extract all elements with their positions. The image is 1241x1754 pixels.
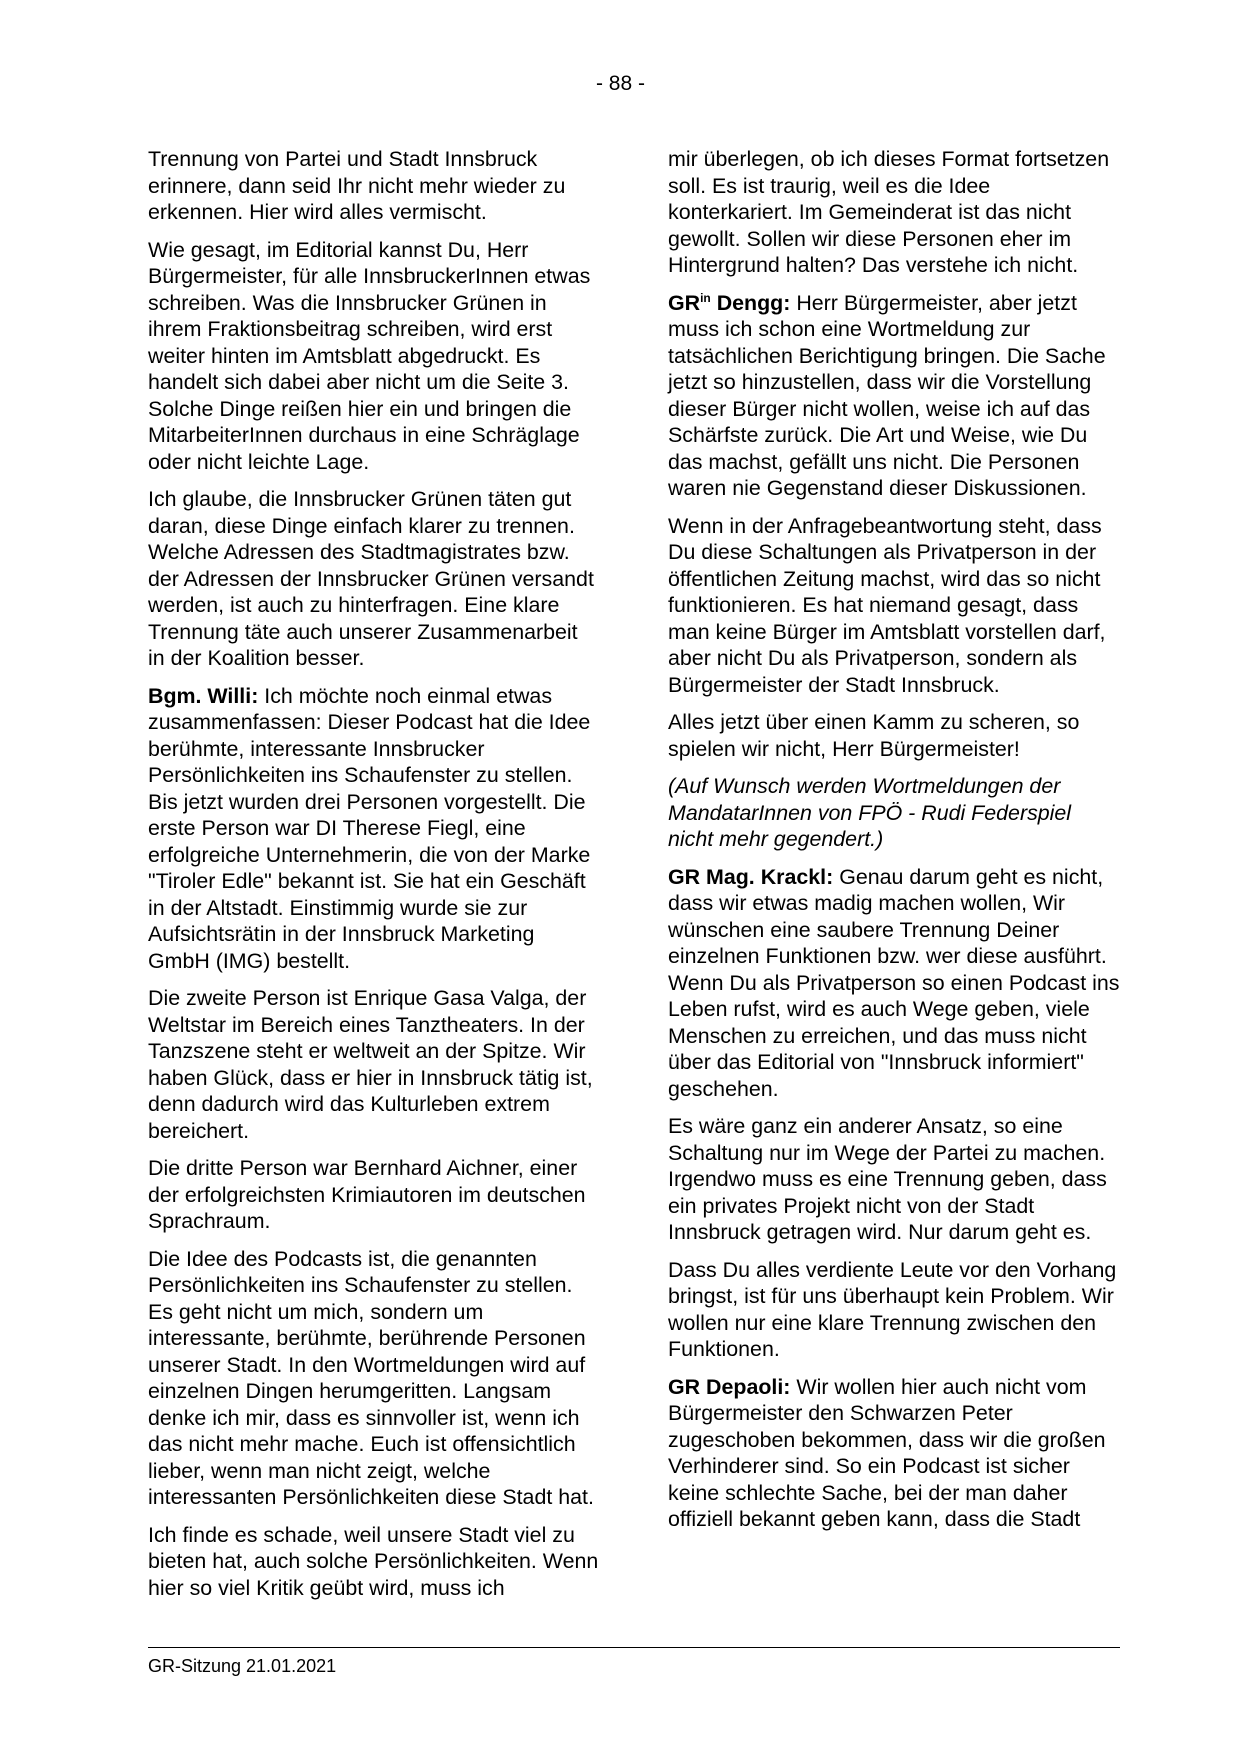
paragraph bbox=[668, 290, 1120, 502]
speech-text: Herr Bürgermeister, aber jetzt muss ich schon eine Wortmeldung zur tatsächlichen Berichtigung bringen. Die Sache jetzt so hinzustellen, dass wir die Vorstellung dieser Bürger nicht wollen, weise ich auf das Schärfste zurück. Die Art und Weise, wie Du das machst, gefällt uns nicht. Die Personen waren nie Gegenstand dieser Diskussionen. bbox=[668, 290, 1106, 500]
paragraph: Dass Du alles verdiente Leute vor den Vorhang bringst, ist für uns überhaupt kein Problem. Wir wollen nur eine klare Trennung zwischen den Funktionen. bbox=[668, 1257, 1117, 1361]
paragraph bbox=[148, 683, 600, 975]
footer-session-date: GR-Sitzung 21.01.2021 bbox=[148, 1656, 337, 1676]
speaker-name: GR Mag. Krackl: bbox=[668, 864, 834, 889]
paragraph bbox=[668, 1374, 1120, 1533]
paragraph: Die Idee des Podcasts ist, die genannten Persönlichkeiten ins Schaufenster zu stellen. Es geht nicht um mich, sondern um interessante, berühmte, berührende Personen unserer Stadt. In den Wortmeldungen wird auf einzelnen Dingen herumgeritten. Langsam denke ich mir, dass es sinnvoller ist, wenn ich das nicht mehr mache. Euch ist offensichtlich lieber, wenn man nicht zeigt, welche interessanten Persönlichkeiten diese Stadt hat. bbox=[148, 1246, 594, 1509]
paragraph: Wenn in der Anfragebeantwortung steht, dass Du diese Schaltungen als Privatperson in der öffentlichen Zeitung machst, wird das so nicht funktionieren. Es hat niemand gesagt, dass man keine Bürger im Amtsblatt vorstellen darf, aber nicht Du als Privatperson, sondern als Bürgermeister der Stadt Innsbruck. bbox=[668, 513, 1106, 697]
speaker-title: GR bbox=[668, 290, 701, 315]
paragraph: Ich finde es schade, weil unsere Stadt viel zu bieten hat, auch solche Persönlichkeiten. Wenn hier so viel Kritik geübt wird, muss ich bbox=[148, 1522, 599, 1600]
paragraph: Trennung von Partei und Stadt Innsbruck erinnere, dann seid Ihr nicht mehr wieder zu erkennen. Hier wird alles vermischt. bbox=[148, 147, 566, 224]
speaker-surname: Dengg: bbox=[710, 290, 791, 315]
right-column bbox=[668, 146, 1120, 1544]
paragraph: mir überlegen, ob ich dieses Format fortsetzen soll. Es ist traurig, weil es die Idee konterkariert. Im Gemeinderat ist das nicht gewollt. Sollen wir diese Personen eher im Hintergrund halten? Das verstehe ich nicht. bbox=[668, 147, 1110, 277]
speaker-name: GR Depaoli: bbox=[668, 1374, 791, 1399]
paragraph: Die zweite Person ist Enrique Gasa Valga, der Weltstar im Bereich eines Tanztheaters. In der Tanzszene steht er weltweit an der Spitze. Wir haben Glück, dass er hier in Innsbruck tätig ist, denn dadurch wird das Kulturleben extrem bereichert. bbox=[148, 986, 593, 1143]
paragraph: Alles jetzt über einen Kamm zu scheren, so spielen wir nicht, Herr Bürgermeister! bbox=[668, 710, 1080, 761]
left-column bbox=[148, 146, 600, 1612]
paragraph: Es wäre ganz ein anderer Ansatz, so eine Schaltung nur im Wege der Partei zu machen. Irgendwo muss es eine Trennung geben, dass ein privates Projekt nicht von der Stadt Innsbruck getragen wird. Nur darum geht es. bbox=[668, 1114, 1107, 1244]
speech-text: Genau darum geht es nicht, dass wir etwas madig machen wollen, Wir wünschen eine saubere Trennung Deiner einzelnen Funktionen bzw. wer diese ausführt. Wenn Du als Privatperson so einen Podcast ins Leben rufst, wird es auch Wege geben, viele Menschen zu erreichen, und das muss nicht über das Editorial von "Innsbruck informiert" geschehen. bbox=[668, 864, 1120, 1101]
speaker-name: Bgm. Willi: bbox=[148, 683, 259, 708]
speech-text: Ich möchte noch einmal etwas zusammenfassen: Dieser Podcast hat die Idee berühmte, interessante Innsbrucker Persönlichkeiten ins Schaufenster zu stellen. Bis jetzt wurden drei Personen vorgestellt. Die erste Person war DI Therese Fiegl, eine erfolgreiche Unternehmerin, die von der Marke "Tiroler Edle" bekannt ist. Sie hat ein Geschäft in der Altstadt. Einstimmig wurde sie zur Aufsichtsrätin in der Innsbruck Marketing GmbH (IMG) bestellt. bbox=[148, 683, 591, 973]
paragraph bbox=[668, 864, 1120, 1103]
speaker-name bbox=[668, 291, 790, 315]
footer-divider bbox=[148, 1647, 1120, 1648]
page-number: - 88 - bbox=[595, 72, 645, 95]
speaker-title-suffix: in bbox=[700, 290, 711, 305]
paragraph: Ich glaube, die Innsbrucker Grünen täten gut daran, diese Dinge einfach klarer zu trennen. Welche Adressen des Stadtmagistrates bzw. der Adressen der Innsbrucker Grünen versandt werden, ist auch zu hinterfragen. Eine klare Trennung täte auch unserer Zusammenarbeit in der Koalition besser. bbox=[148, 487, 594, 670]
paragraph: Wie gesagt, im Editorial kannst Du, Herr Bürgermeister, für alle InnsbruckerInnen etwas schreiben. Was die Innsbrucker Grünen in ihrem Fraktionsbeitrag schreiben, wird erst weiter hinten im Amtsblatt abgedruckt. Es handelt sich dabei aber nicht um die Seite 3. Solche Dinge reißen hier ein und bringen die MitarbeiterInnen durchaus in eine Schräglage oder nicht leichte Lage. bbox=[148, 237, 591, 474]
paragraph: Die dritte Person war Bernhard Aichner, einer der erfolgreichsten Krimiautoren im deutschen Sprachraum. bbox=[148, 1156, 586, 1233]
protocol-note: (Auf Wunsch werden Wortmeldungen der MandatarInnen von FPÖ - Rudi Federspiel nicht mehr gegendert.) bbox=[668, 774, 1072, 851]
speech-text: Wir wollen hier auch nicht vom Bürgermeister den Schwarzen Peter zugeschoben bekommen, dass wir die großen Verhinderer sind. So ein Podcast ist sicher keine schlechte Sache, bei der man daher offiziell bekannt geben kann, dass die Stadt bbox=[668, 1374, 1106, 1531]
